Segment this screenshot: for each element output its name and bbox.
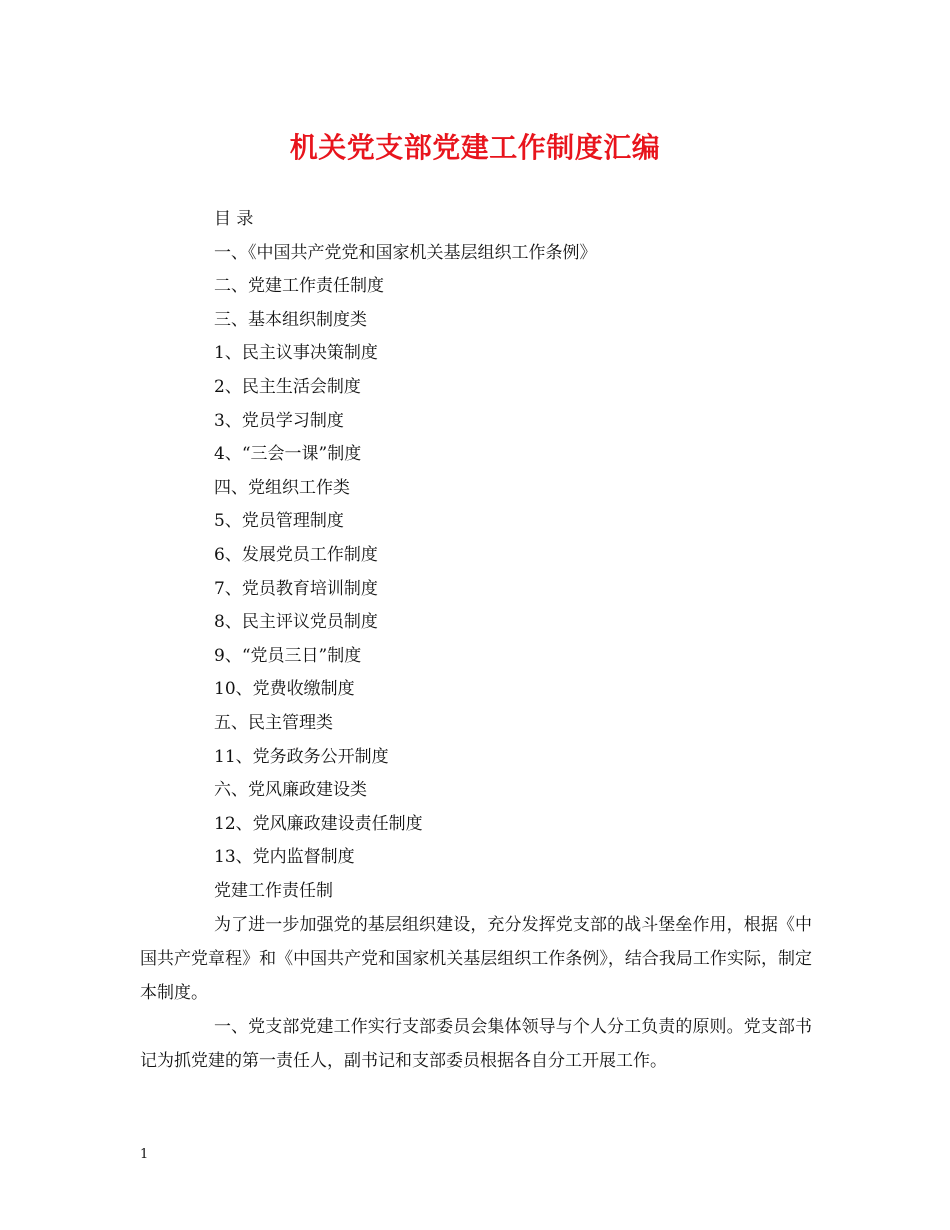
toc-item: 13、党内监督制度 (214, 847, 355, 868)
toc-item: 四、党组织工作类 (214, 477, 350, 498)
toc-item: 7、党员教育培训制度 (214, 578, 378, 599)
toc-item: 9、“党员三日”制度 (214, 645, 362, 666)
page-number: 1 (140, 1147, 149, 1162)
toc-item: 三、基本组织制度类 (214, 309, 367, 330)
toc-item: 8、民主评议党员制度 (214, 612, 378, 633)
toc-item: 一、《中国共产党党和国家机关基层组织工作条例》 (214, 242, 597, 263)
toc-item: 六、党风廉政建设类 (214, 780, 367, 801)
toc-heading: 目 录 (214, 209, 254, 229)
document-body (140, 874, 812, 1078)
toc-item: 11、党务政务公开制度 (214, 746, 389, 767)
toc-item: 二、党建工作责任制度 (214, 276, 384, 297)
toc-item: 1、民主议事决策制度 (214, 343, 378, 364)
section-heading: 党建工作责任制 (214, 881, 333, 901)
toc-item: 6、发展党员工作制度 (214, 544, 378, 565)
body-paragraph: 为了进一步加强党的基层组织建设，充分发挥党支部的战斗堡垒作用，根据《中国共产党章程》和《中国共产党和国家机关基层组织工作条例》，结合我局工作实际，制定本制度。 (140, 915, 812, 1003)
table-of-contents (214, 203, 834, 875)
toc-item: 12、党风廉政建设责任制度 (214, 813, 423, 834)
document-title: 机关党支部党建工作制度汇编 (289, 131, 661, 164)
toc-item: 4、“三会一课”制度 (214, 444, 362, 465)
toc-item: 五、民主管理类 (214, 712, 333, 733)
toc-item: 2、民主生活会制度 (214, 376, 361, 397)
toc-item: 10、党费收缴制度 (214, 679, 355, 700)
toc-item: 5、党员管理制度 (214, 511, 344, 532)
toc-item: 3、党员学习制度 (214, 410, 344, 431)
body-paragraph: 一、党支部党建工作实行支部委员会集体领导与个人分工负责的原则。党支部书记为抓党建的第一责任人，副书记和支部委员根据各自分工开展工作。 (140, 1017, 812, 1071)
